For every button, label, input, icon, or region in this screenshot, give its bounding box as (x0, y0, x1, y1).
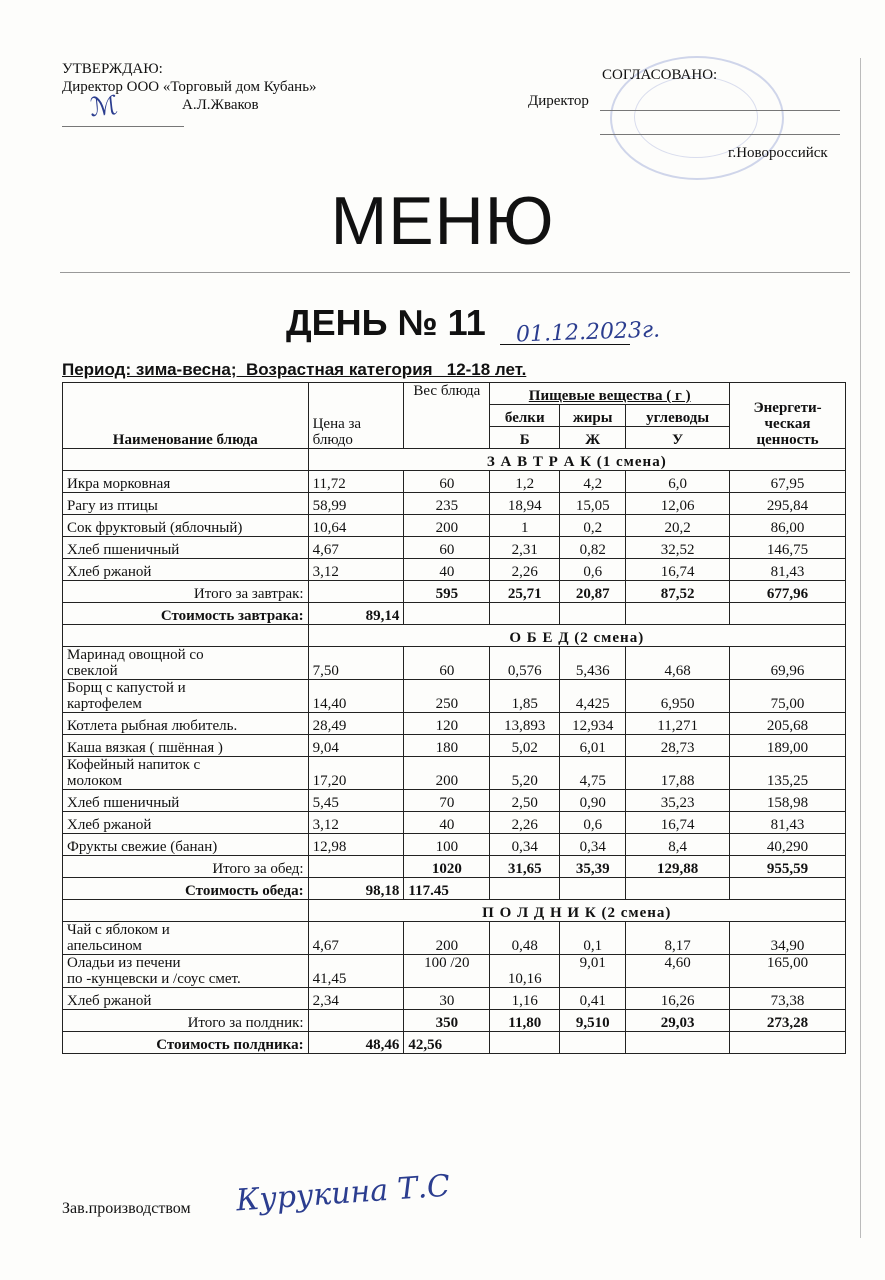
dish-name: Сок фруктовый (яблочный) (63, 515, 309, 537)
cost-row (63, 1032, 846, 1054)
dish-energy: 75,00 (730, 680, 846, 713)
table-row (63, 988, 846, 1010)
dish-carbs: 4,68 (626, 647, 730, 680)
dish-carbs: 11,271 (626, 713, 730, 735)
dish-carbs: 35,23 (626, 790, 730, 812)
dish-proteins: 5,20 (490, 757, 560, 790)
header-p: Б (490, 427, 560, 449)
total-weight: 595 (404, 581, 490, 603)
dish-carbs: 16,74 (626, 559, 730, 581)
approve-position: Директор ООО «Торговый дом Кубань» (62, 79, 317, 95)
table-row (63, 537, 846, 559)
dish-energy: 135,25 (730, 757, 846, 790)
dish-carbs: 28,73 (626, 735, 730, 757)
dish-fats: 12,934 (560, 713, 626, 735)
approve-name: А.Л.Жваков (182, 97, 259, 113)
dish-proteins: 1,16 (490, 988, 560, 1010)
dish-name: Хлеб пшеничный (63, 537, 309, 559)
total-row (63, 581, 846, 603)
total-fats: 20,87 (560, 581, 626, 603)
divider (60, 272, 850, 273)
cost-value: 89,14 (308, 603, 404, 625)
dish-weight: 60 (404, 471, 490, 493)
table-row (63, 713, 846, 735)
total-carbs: 29,03 (626, 1010, 730, 1032)
dish-carbs: 32,52 (626, 537, 730, 559)
dish-name: Хлеб пшеничный (63, 790, 309, 812)
footer-label: Зав.производством (62, 1200, 191, 1217)
dish-fats: 6,01 (560, 735, 626, 757)
dish-weight: 30 (404, 988, 490, 1010)
dish-energy: 165,00 (730, 955, 846, 988)
dish-carbs: 17,88 (626, 757, 730, 790)
dish-name: Каша вязкая ( пшённая ) (63, 735, 309, 757)
dish-proteins: 5,02 (490, 735, 560, 757)
cost-value-2: 117.45 (404, 878, 490, 900)
dish-name: Рагу из птицы (63, 493, 309, 515)
dish-name: Хлеб ржаной (63, 812, 309, 834)
agree-title: СОГЛАСОВАНО: (602, 67, 718, 83)
dish-carbs: 8,4 (626, 834, 730, 856)
dish-name (63, 955, 309, 988)
dish-carbs: 6,950 (626, 680, 730, 713)
dish-proteins: 1,85 (490, 680, 560, 713)
dish-weight: 100 /20 (404, 955, 490, 988)
dish-energy: 73,38 (730, 988, 846, 1010)
header-f: Ж (560, 427, 626, 449)
dish-weight: 70 (404, 790, 490, 812)
dish-name-line2: по -кунцевски и /соус смет. (67, 971, 241, 987)
total-proteins: 25,71 (490, 581, 560, 603)
dish-fats: 4,75 (560, 757, 626, 790)
cost-label: Стоимость завтрака: (63, 603, 309, 625)
dish-name-line1: Кофейный напиток с (67, 757, 201, 773)
dish-name: Фрукты свежие (банан) (63, 834, 309, 856)
dish-name: Икра морковная (63, 471, 309, 493)
dish-fats: 5,436 (560, 647, 626, 680)
dish-weight: 40 (404, 812, 490, 834)
cost-label: Стоимость полдника: (63, 1032, 309, 1054)
dish-weight: 100 (404, 834, 490, 856)
total-carbs: 129,88 (626, 856, 730, 878)
dish-carbs: 16,26 (626, 988, 730, 1010)
dish-weight: 200 (404, 922, 490, 955)
dish-weight: 250 (404, 680, 490, 713)
handwritten-date: 01.12.2023г. (515, 317, 661, 348)
header-carbs: углеводы (626, 405, 730, 427)
total-fats: 9,510 (560, 1010, 626, 1032)
dish-name-line1: Борщ с капустой и (67, 680, 186, 696)
dish-price: 5,45 (308, 790, 404, 812)
dish-name: Котлета рыбная любитель. (63, 713, 309, 735)
dish-name-line1: Чай с яблоком и (67, 922, 170, 938)
dish-proteins: 2,50 (490, 790, 560, 812)
dish-name: Хлеб ржаной (63, 988, 309, 1010)
dish-proteins: 0,48 (490, 922, 560, 955)
dish-price: 3,12 (308, 559, 404, 581)
dish-price: 2,34 (308, 988, 404, 1010)
dish-proteins: 13,893 (490, 713, 560, 735)
dish-fats: 0,82 (560, 537, 626, 559)
dish-carbs: 16,74 (626, 812, 730, 834)
dish-carbs: 20,2 (626, 515, 730, 537)
day-label: ДЕНЬ № 11 (286, 302, 486, 343)
approve-title: УТВЕРЖДАЮ: (62, 61, 163, 77)
header-weight: Вес блюда (404, 383, 490, 449)
dish-weight: 60 (404, 537, 490, 559)
table-row (63, 922, 846, 955)
total-fats: 35,39 (560, 856, 626, 878)
dish-energy: 81,43 (730, 559, 846, 581)
table-row (63, 735, 846, 757)
dish-energy: 158,98 (730, 790, 846, 812)
dish-fats: 0,6 (560, 559, 626, 581)
table-row (63, 493, 846, 515)
dish-name: Хлеб ржаной (63, 559, 309, 581)
dish-energy: 205,68 (730, 713, 846, 735)
dish-proteins: 1 (490, 515, 560, 537)
dish-price: 28,49 (308, 713, 404, 735)
table-header-row (63, 383, 846, 405)
page-title: МЕНЮ (330, 183, 555, 259)
section-row (63, 900, 846, 922)
dish-energy: 295,84 (730, 493, 846, 515)
dish-proteins: 1,2 (490, 471, 560, 493)
table-row (63, 955, 846, 988)
dish-carbs: 6,0 (626, 471, 730, 493)
dish-name (63, 757, 309, 790)
dish-name (63, 647, 309, 680)
section-title-breakfast: З А В Т Р А К (1 смена) (308, 449, 845, 471)
section-row (63, 625, 846, 647)
dish-fats: 4,425 (560, 680, 626, 713)
header-proteins: белки (490, 405, 560, 427)
dish-weight: 200 (404, 757, 490, 790)
dish-fats: 0,90 (560, 790, 626, 812)
cost-value: 48,46 (308, 1032, 404, 1054)
dish-price: 4,67 (308, 537, 404, 559)
table-row (63, 790, 846, 812)
section-title-lunch: О Б Е Д (2 смена) (308, 625, 845, 647)
cost-row (63, 878, 846, 900)
dish-proteins: 0,34 (490, 834, 560, 856)
dish-proteins: 2,31 (490, 537, 560, 559)
total-weight: 350 (404, 1010, 490, 1032)
dish-energy: 34,90 (730, 922, 846, 955)
dish-price: 58,99 (308, 493, 404, 515)
dish-energy: 67,95 (730, 471, 846, 493)
dish-energy: 69,96 (730, 647, 846, 680)
dish-carbs: 4,60 (626, 955, 730, 988)
dish-carbs: 12,06 (626, 493, 730, 515)
agree-position: Директор (528, 93, 589, 109)
dish-name-line2: картофелем (67, 696, 142, 712)
table-row (63, 834, 846, 856)
dish-price: 10,64 (308, 515, 404, 537)
total-row (63, 1010, 846, 1032)
dish-name-line1: Оладьи из печени (67, 955, 181, 971)
dish-proteins: 2,26 (490, 812, 560, 834)
cost-label: Стоимость обеда: (63, 878, 309, 900)
cost-value: 98,18 (308, 878, 404, 900)
director-signature-mark: ℳ (88, 90, 120, 124)
total-energy: 955,59 (730, 856, 846, 878)
table-row (63, 757, 846, 790)
period-line: Период: зима-весна; Возрастная категория 12-18 лет. (62, 360, 527, 379)
table-row (63, 515, 846, 537)
dish-weight: 235 (404, 493, 490, 515)
header-energy: Энергети-ческая ценность (730, 383, 846, 449)
agree-city: г.Новороссийск (728, 145, 828, 161)
dish-name (63, 922, 309, 955)
header-fats: жиры (560, 405, 626, 427)
total-proteins: 11,80 (490, 1010, 560, 1032)
header-nutrients: Пищевые вещества ( г ) (490, 383, 730, 405)
dish-weight: 120 (404, 713, 490, 735)
table-row (63, 559, 846, 581)
dish-name-line1: Маринад овощной со (67, 647, 204, 663)
total-energy: 677,96 (730, 581, 846, 603)
table-row (63, 471, 846, 493)
dish-energy: 40,290 (730, 834, 846, 856)
dish-fats: 9,01 (560, 955, 626, 988)
dish-price: 7,50 (308, 647, 404, 680)
total-carbs: 87,52 (626, 581, 730, 603)
dish-price: 14,40 (308, 680, 404, 713)
dish-name-line2: молоком (67, 773, 123, 789)
dish-price: 4,67 (308, 922, 404, 955)
dish-fats: 0,34 (560, 834, 626, 856)
agree-line-2 (600, 134, 840, 135)
dish-energy: 146,75 (730, 537, 846, 559)
dish-price: 17,20 (308, 757, 404, 790)
dish-price: 41,45 (308, 955, 404, 988)
dish-proteins: 2,26 (490, 559, 560, 581)
dish-proteins: 18,94 (490, 493, 560, 515)
dish-fats: 15,05 (560, 493, 626, 515)
dish-price: 3,12 (308, 812, 404, 834)
dish-weight: 60 (404, 647, 490, 680)
dish-name (63, 680, 309, 713)
section-row (63, 449, 846, 471)
dish-price: 11,72 (308, 471, 404, 493)
dish-energy: 86,00 (730, 515, 846, 537)
total-row (63, 856, 846, 878)
header-c: У (626, 427, 730, 449)
signature-line (62, 126, 184, 127)
production-manager-signature: Курукина Т.С (235, 1168, 452, 1219)
total-label: Итого за обед: (63, 856, 309, 878)
header-price: Цена за блюдо (308, 383, 404, 449)
cost-value-2: 42,56 (404, 1032, 490, 1054)
table-row (63, 812, 846, 834)
dish-energy: 81,43 (730, 812, 846, 834)
dish-name-line2: свеклой (67, 663, 118, 679)
dish-weight: 180 (404, 735, 490, 757)
total-label: Итого за завтрак: (63, 581, 309, 603)
dish-fats: 0,2 (560, 515, 626, 537)
dish-proteins: 0,576 (490, 647, 560, 680)
dish-energy: 189,00 (730, 735, 846, 757)
dish-carbs: 8,17 (626, 922, 730, 955)
dish-fats: 4,2 (560, 471, 626, 493)
header-name: Наименование блюда (63, 383, 309, 449)
menu-table (62, 382, 846, 1054)
dish-name-line2: апельсином (67, 938, 142, 954)
dish-fats: 0,41 (560, 988, 626, 1010)
total-label: Итого за полдник: (63, 1010, 309, 1032)
dish-fats: 0,1 (560, 922, 626, 955)
table-row (63, 680, 846, 713)
dish-weight: 40 (404, 559, 490, 581)
section-title-snack: П О Л Д Н И К (2 смена) (308, 900, 845, 922)
cost-row (63, 603, 846, 625)
dish-weight: 200 (404, 515, 490, 537)
table-row (63, 647, 846, 680)
dish-fats: 0,6 (560, 812, 626, 834)
dish-price: 9,04 (308, 735, 404, 757)
agree-line-1 (600, 110, 840, 111)
total-proteins: 31,65 (490, 856, 560, 878)
total-weight: 1020 (404, 856, 490, 878)
dish-proteins: 10,16 (490, 955, 560, 988)
dish-price: 12,98 (308, 834, 404, 856)
total-energy: 273,28 (730, 1010, 846, 1032)
